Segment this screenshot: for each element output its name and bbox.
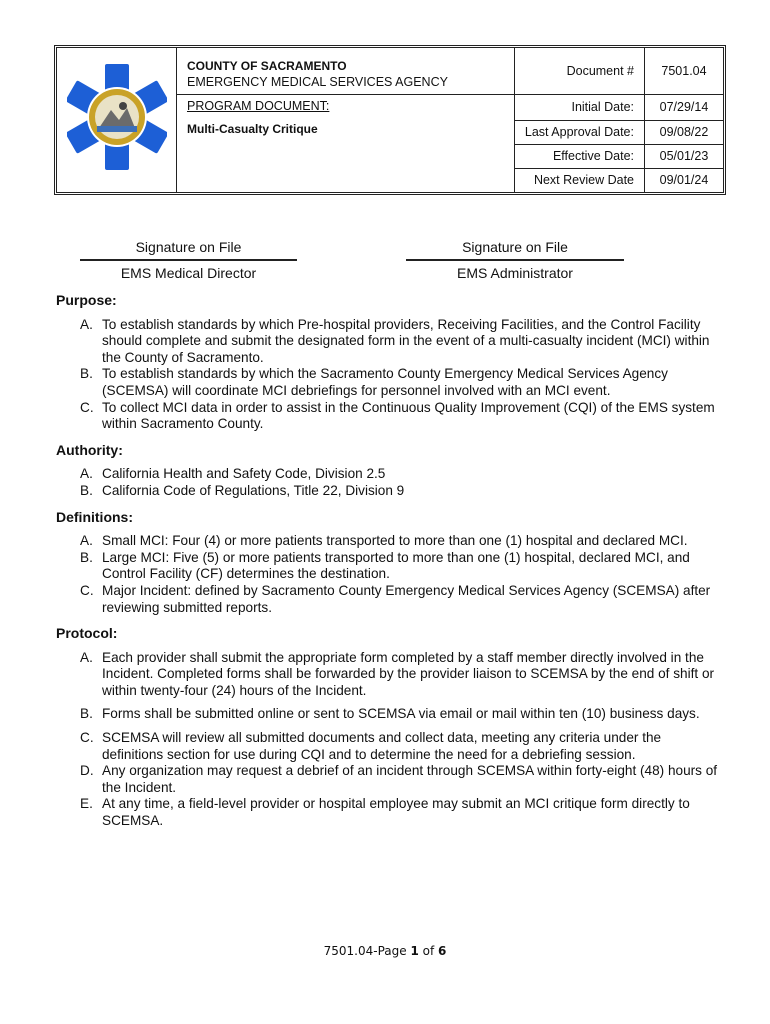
signature-medical-director <box>80 239 297 281</box>
list-text: SCEMSA will review all submitted documents and collect data, meeting any criteria under the definitions section for use during CQI and to determine the need for a debriefing session. <box>102 730 662 762</box>
meta-label: Next Review Date <box>515 168 645 192</box>
list-text: Each provider shall submit the appropriate form completed by a staff member directly involved in the Incident. Completed forms shall be forwarded by the provider liaison to SCEMSA by the end of shift or within twenty-four (24) hours of the Incident. <box>102 649 715 698</box>
meta-label: Document # <box>515 48 645 94</box>
list-marker: D. <box>80 763 94 779</box>
meta-value: 7501.04 <box>661 64 707 78</box>
logo-cell <box>57 48 177 192</box>
list-item <box>56 796 726 829</box>
list-item <box>56 400 726 433</box>
list-marker: A. <box>80 466 93 482</box>
meta-label: Last Approval Date: <box>515 120 645 144</box>
meta-value: 09/01/24 <box>659 173 709 187</box>
meta-row-last-approval-date <box>515 120 723 145</box>
list-text: Major Incident: defined by Sacramento County Emergency Medical Services Agency (SCEMSA) after reviewing submitted reports. <box>102 582 711 615</box>
list-marker: B. <box>80 366 93 382</box>
document-header <box>54 45 726 195</box>
list-text: Small MCI: Four (4) or more patients transported to more than one (1) hospital and declared MCI. <box>102 533 688 549</box>
definitions-heading: Definitions: <box>56 508 133 525</box>
list-text: Large MCI: Five (5) or more patients transported to more than one (1) hospital, declared MCI, and Control Facility (CF) determines the destination. <box>102 549 690 582</box>
list-text: Any organization may request a debrief of an incident through SCEMSA within forty-eight (48) hours of the Incident. <box>102 763 718 795</box>
document-title: Multi-Casualty Critique <box>187 122 318 136</box>
signature-administrator <box>406 239 624 281</box>
list-text: To collect MCI data in order to assist in the Continuous Quality Improvement (CQI) of the EMS system within Sacramento County. <box>102 399 715 432</box>
meta-value: 07/29/14 <box>659 100 709 114</box>
list-marker: C. <box>80 399 94 415</box>
list-item <box>56 763 726 796</box>
list-text: Forms shall be submitted online or sent to SCEMSA via email or mail within ten (10) business days. <box>102 706 700 722</box>
signature-title: EMS Medical Director <box>120 265 257 281</box>
list-item <box>56 730 726 763</box>
footer-page-total: 6 <box>438 944 447 958</box>
list-item <box>56 583 726 616</box>
list-marker: C. <box>80 582 94 598</box>
agency-name: EMERGENCY MEDICAL SERVICES AGENCY <box>187 75 448 89</box>
footer-prefix: 7501.04-Page <box>323 944 411 958</box>
meta-row-next-review-date <box>515 168 723 192</box>
protocol-heading: Protocol: <box>56 625 118 642</box>
meta-label: Initial Date: <box>515 94 645 120</box>
list-item <box>56 483 726 500</box>
list-item <box>56 706 726 723</box>
program-document-label: PROGRAM DOCUMENT: <box>187 99 330 113</box>
signature-title: EMS Administrator <box>457 265 573 281</box>
list-item <box>56 533 726 550</box>
footer-of: of <box>418 944 439 958</box>
program-document-row <box>177 94 514 113</box>
list-item <box>56 650 726 700</box>
list-marker: B. <box>80 706 93 722</box>
star-of-life-seal-icon <box>67 62 167 172</box>
meta-label: Effective Date: <box>515 144 645 168</box>
list-marker: E. <box>80 796 93 812</box>
list-text: California Health and Safety Code, Division 2.5 <box>102 466 386 482</box>
signature-line <box>406 259 624 261</box>
document-body <box>56 292 726 839</box>
purpose-list <box>56 317 726 433</box>
list-marker: B. <box>80 549 93 565</box>
list-marker: B. <box>80 482 93 498</box>
footer-page-number: 1 <box>410 944 419 958</box>
list-text: At any time, a field-level provider or hospital employee may submit an MCI critique form directly to SCEMSA. <box>102 796 690 829</box>
authority-heading: Authority: <box>56 441 123 458</box>
list-marker: A. <box>80 316 93 332</box>
county-name: COUNTY OF SACRAMENTO <box>187 59 347 73</box>
authority-list <box>56 466 726 499</box>
list-marker: A. <box>80 649 93 665</box>
page-footer <box>0 944 770 958</box>
protocol-list <box>56 650 726 830</box>
list-item <box>56 317 726 367</box>
list-text: To establish standards by which the Sacramento County Emergency Medical Services Agency (SCEMSA) will coordinate MCI debriefings for personnel involved with an MCI event. <box>102 366 668 398</box>
meta-value: 05/01/23 <box>659 149 709 163</box>
signature-text: Signature on File <box>135 239 242 255</box>
document-meta <box>515 48 723 192</box>
signature-text: Signature on File <box>462 239 568 255</box>
definitions-list <box>56 533 726 616</box>
list-item <box>56 466 726 483</box>
meta-value: 09/08/22 <box>659 125 709 139</box>
meta-row-initial-date <box>515 94 723 121</box>
title-cell <box>177 48 515 192</box>
signature-line <box>80 259 297 261</box>
list-marker: A. <box>80 533 93 549</box>
meta-row-document-number <box>515 48 723 95</box>
list-text: To establish standards by which Pre-hospital providers, Receiving Facilities, and the Control Facility should complete and submit the designated form in the event of a multi-casualty incident (MCI) within the County of Sacramento. <box>102 316 710 365</box>
list-marker: C. <box>80 730 94 746</box>
list-text: California Code of Regulations, Title 22, Division 9 <box>102 482 405 498</box>
meta-row-effective-date <box>515 144 723 169</box>
list-item <box>56 366 726 399</box>
purpose-heading: Purpose: <box>56 292 117 308</box>
list-item <box>56 550 726 583</box>
